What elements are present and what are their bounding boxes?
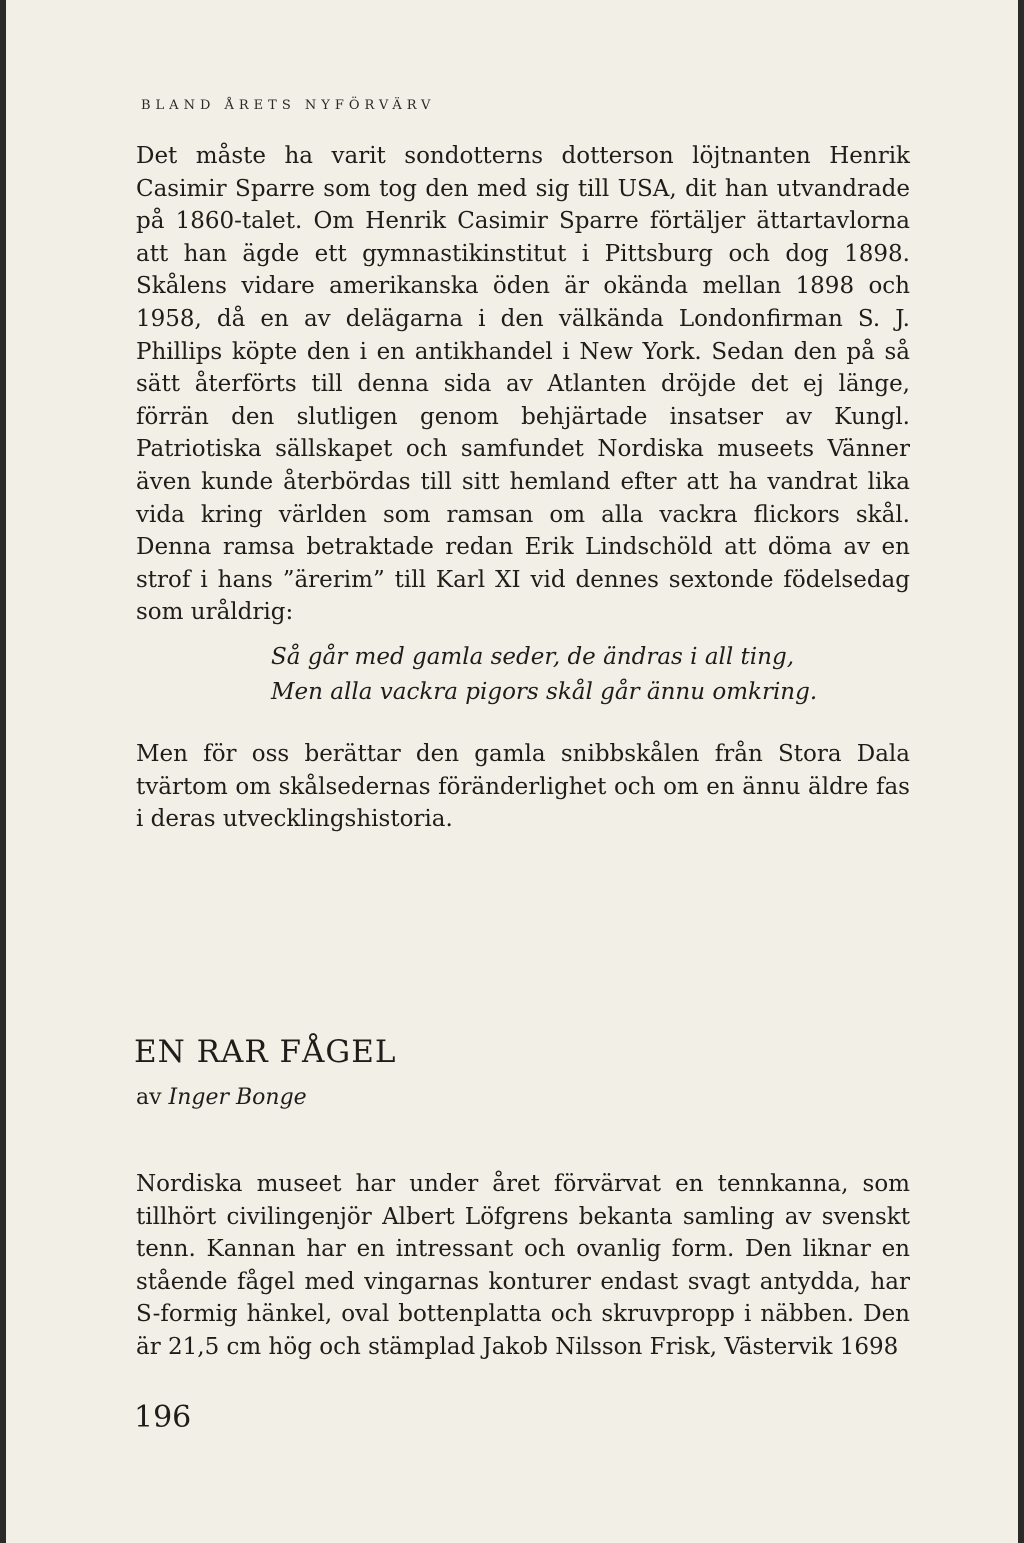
verse-quote bbox=[271, 640, 817, 710]
body-paragraph-2 bbox=[136, 738, 910, 836]
section-title: EN RAR FÅGEL bbox=[134, 1034, 397, 1070]
paragraph-text: Det måste ha varit sondotterns dotterson löjtnanten Henrik Casimir Sparre som tog den med sig till USA, dit han utvandrade på 1860-talet. Om Henrik Casimir Sparre förtäljer ättartavlorna att han ägde ett gymnastikinstitut i Pittsburg och dog 1898. Skålens vidare amerikanska öden är okända mellan 1898 och 1958, då en av delägarna i den välkända Londonfirman S. J. Phillips köpte den i en antikhandel i New York. Sedan den på så sätt återförts till denna sida av Atlanten dröjde det ej länge, förrän den slutligen genom behjärtade insatser av Kungl. Patriotiska sällskapet och samfundet Nordiska museets Vänner även kunde återbördas till sitt hemland efter att ha vandrat lika vida kring världen som ramsan om alla vackra flickors skål. Denna ramsa betraktade redan Erik Lindschöld att döma av en strof i hans ”ärerim” till Karl XI vid dennes sextonde födelsedag som uråldrig: bbox=[136, 143, 910, 626]
paragraph-text: Men för oss berättar den gamla snibbskålen från Stora Dala tvärtom om skålsedernas föränderlighet och om en ännu äldre fas i deras utvecklingshistoria. bbox=[136, 741, 910, 833]
verse-line-2: Men alla vackra pigors skål går ännu omkring. bbox=[271, 679, 818, 705]
body-paragraph-1 bbox=[136, 140, 910, 629]
running-head: BLAND ÅRETS NYFÖRVÄRV bbox=[141, 98, 436, 113]
verse-line-1: Så går med gamla seder, de ändras i all ting, bbox=[271, 644, 795, 670]
book-page bbox=[6, 0, 1018, 1543]
paragraph-text: Nordiska museet har under året förvärvat en tennkanna, som tillhört civilingenjör Albert Löfgrens bekanta samling av svenskt tenn. Kannan har en intressant och ovanlig form. Den liknar en stående fågel med vingarnas konturer endast svagt antydda, har S-formig hänkel, oval bottenplatta och skruvpropp i näbben. Den är 21,5 cm hög och stämplad Jakob Nilsson Frisk, Västervik 1698 bbox=[136, 1171, 910, 1360]
byline-prefix: av bbox=[136, 1085, 169, 1110]
body-paragraph-3 bbox=[136, 1168, 910, 1364]
byline-author: Inger Bonge bbox=[168, 1085, 307, 1110]
byline bbox=[136, 1085, 307, 1110]
page-number: 196 bbox=[134, 1400, 192, 1435]
